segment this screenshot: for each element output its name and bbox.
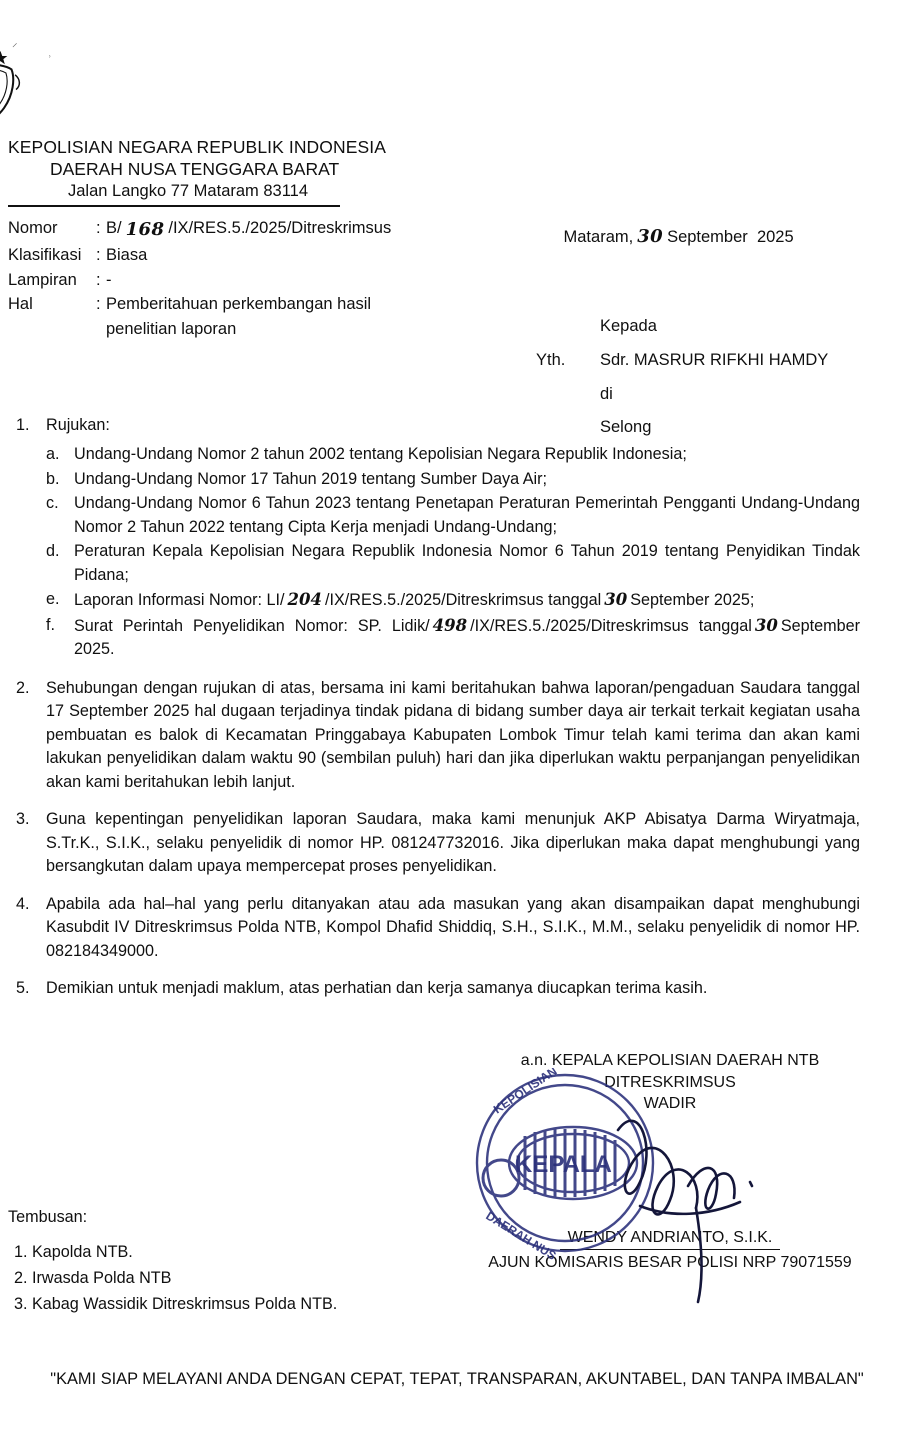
letter-body [0,414,904,1001]
logo-wrapper [0,38,434,130]
sub-item-b-text: Undang-Undang Nomor 17 Tahun 2019 tentang Sumber Daya Air; [74,469,548,488]
sub-item-f-part-3: September 2025. [74,616,860,659]
tembusan-block [8,1205,337,1318]
hal-value: Pemberitahuan perkembangan hasil [106,295,372,314]
letterhead-text [0,136,904,202]
sub-item-c [46,492,860,539]
sub-item-e-text [74,588,860,612]
sub-item-a-label: a. [46,445,60,464]
addressee-yth-row [536,344,828,378]
letterhead-line-2: DAERAH NUSA TENGGARA BARAT [50,159,340,180]
lampiran-label: Lampiran [8,270,77,289]
sub-item-d [46,540,860,587]
footer-motto: "KAMI SIAP MELAYANI ANDA DENGAN CEPAT, TEPAT, TRANSPARAN, AKUNTABEL, DAN TANPA IMBALAN" [50,1370,864,1388]
nomor-separator: : [96,218,101,237]
nomor-suffix: /IX/RES.5./2025/Ditreskrimsus [168,218,392,237]
addressee-block [536,310,828,445]
addressee-spacer-3 [536,411,600,445]
sub-item-a [46,443,860,466]
signatory-rank: AJUN KOMISARIS BESAR POLISI NRP 79071559 [488,1254,852,1272]
sub-item-e-part-3: September 2025; [630,591,755,610]
city-and-date [536,198,794,275]
tembusan-item: 2. Irwasda Polda NTB [32,1266,337,1291]
klasifikasi-separator: : [96,245,101,264]
svg-text:KEPALA: KEPALA [515,1151,612,1178]
addressee-place: Selong [600,418,652,437]
body-item-1-sublist-wrapper [8,439,860,662]
sub-item-f-handwritten-number: 498 [432,615,468,635]
signatory-name: WENDY ANDRIANTO, S.I.K. [560,1227,781,1251]
body-item-1-text: Rujukan: [46,415,110,434]
signature-name-wrapper [488,1227,851,1274]
klasifikasi-value: Biasa [106,245,148,264]
scan-artifact-mark-left: ⸍ [12,42,18,54]
body-item-4 [8,893,860,963]
letterhead-divider [8,205,340,207]
lampiran-value: - [106,270,112,289]
body-item-5 [8,977,860,1000]
addressee-spacer-2 [536,378,600,412]
sublist-indent [8,439,46,662]
letterhead-line-3: Jalan Langko 77 Mataram 83114 [68,181,309,200]
addressee-di: di [600,384,613,403]
body-item-3-number: 3. [16,810,30,829]
signature-position-line: WADIR [643,1095,697,1113]
sub-item-f-part-2: /IX/RES.5./2025/Ditreskrimsus tanggal [470,616,752,635]
nomor-handwritten: 168 [125,218,165,240]
addressee-kepada: Kepada [600,317,657,335]
sub-item-c-label: c. [46,494,59,513]
klasifikasi-label: Klasifikasi [8,245,82,264]
svg-text:KEPOLISIAN: KEPOLISIAN [490,1068,560,1117]
sub-item-e-part-1: Laporan Informasi Nomor: LI/ [74,591,285,610]
letterhead-line-1: KEPOLISIAN NEGARA REPUBLIK INDONESIA [8,137,387,157]
nomor-prefix: B/ [106,218,122,237]
sub-item-f-label: f. [46,615,55,634]
sub-item-e-part-2: /IX/RES.5./2025/Ditreskrimsus tanggal [325,591,602,610]
sub-item-c-text: Undang-Undang Nomor 6 Tahun 2023 tentang Penetapan Peraturan Pemerintah Pengganti Undang-Undang Nomor 2 Tahun 2022 tentang Cipta Kerja menjadi Undang-Undang; [74,494,860,536]
body-item-5-number: 5. [16,979,30,998]
tembusan-title: Tembusan: [8,1208,88,1226]
sub-item-f [46,614,860,662]
signature-unit-line: DITRESKRIMSUS [604,1073,736,1091]
tembusan-item: 3. Kabag Wassidik Ditreskrimsus Polda NTB. [32,1292,337,1317]
sub-item-e [46,588,860,612]
body-item-3 [8,808,860,878]
sub-item-a-text: Undang-Undang Nomor 2 tahun 2002 tentang Kepolisian Negara Republik Indonesia; [74,445,687,464]
sub-item-b [46,468,860,491]
sub-item-e-label: e. [46,590,60,609]
sub-item-f-handwritten-date: 30 [754,615,778,635]
sub-item-d-text: Peraturan Kepala Kepolisian Negara Republik Indonesia Nomor 6 Tahun 2019 tentang Penyidikan Tindak Pidana; [74,542,860,584]
date-day-handwritten: 30 [637,225,664,247]
hal-value-continued: penelitian laporan [106,320,237,339]
sub-item-d-label: d. [46,542,60,561]
sub-item-b-label: b. [46,469,60,488]
body-item-2 [8,677,860,794]
lampiran-separator: : [96,270,101,289]
signature-authority-line: a.n. KEPALA KEPOLISIAN DAERAH NTB [520,1052,820,1069]
tembusan-item: 1. Kapolda NTB. [32,1240,337,1265]
addressee-di-row [536,378,828,412]
sub-item-e-handwritten-number: 204 [287,590,322,610]
body-item-2-number: 2. [16,678,30,697]
sub-item-e-handwritten-date: 30 [604,590,628,610]
signature-block [470,1050,870,1274]
addressee-name: Sdr. MASRUR RIFKHI HAMDY [600,350,829,369]
tembusan-list [8,1240,337,1317]
body-item-4-number: 4. [16,894,30,913]
scan-artifact-mark-right: ⸒ [48,46,52,58]
sub-item-f-text [74,614,860,662]
city-label: Mataram, [563,227,634,246]
nomor-label: Nomor [8,218,58,237]
letterhead [0,0,904,207]
sub-item-f-part-1: Surat Perintah Penyelidikan Nomor: SP. Lidik/ [74,616,430,635]
hal-label: Hal [8,295,33,314]
addressee-kepada-row [536,310,828,344]
addressee-yth-label: Yth. [536,350,566,369]
hal-separator: : [96,295,101,314]
body-item-4-text: Apabila ada hal–hal yang perlu ditanyakan atau ada masukan yang akan disampaikan dapat menghubungi Kasubdit IV Ditreskrimsus Polda NTB, Kompol Dhafid Shiddiq, S.H., S.I.K., M.M., selaku penyelidik di nomor HP. 082184349000. [46,894,860,960]
addressee-spacer [536,310,600,344]
body-item-1-number: 1. [16,415,30,434]
body-item-1-sublist [46,443,860,662]
date-rest: September 2025 [667,227,794,246]
svg-text:DAERAH NUS: DAERAH NUS [483,1208,559,1263]
addressee-place-row [536,411,828,445]
police-emblem-icon [0,38,28,130]
body-item-3-text: Guna kepentingan penyelidikan laporan Saudara, maka kami menunjuk AKP Abisatya Darma Wiryatmaja, S.Tr.K., S.I.K., selaku penyelidik di nomor HP. 081247732016. Jika diperlukan maka dapat menghubungi yang bersangkutan dalam upaya mempercepat proses penyelidikan. [46,810,860,876]
body-item-5-text: Demikian untuk menjadi maklum, atas perhatian dan kerja samanya diucapkan terima kasih. [46,979,708,998]
body-item-2-text: Sehubungan dengan rujukan di atas, bersama ini kami beritahukan bahwa laporan/pengaduan Saudara tanggal 17 September 2025 hal dugaan terjadinya tindak pidana di bidang sumber daya air terkait terkait kegiatan usaha pembuatan es balok di Kecamatan Pringgabaya Kabupaten Lombok Timur telah kami terima dan akan kami lakukan penyelidikan dalam waktu 90 (sembilan puluh) hari dan jika diperlukan waktu perpanjangan penyelidikan akan kami beritahukan lebih lanjut. [46,678,860,791]
